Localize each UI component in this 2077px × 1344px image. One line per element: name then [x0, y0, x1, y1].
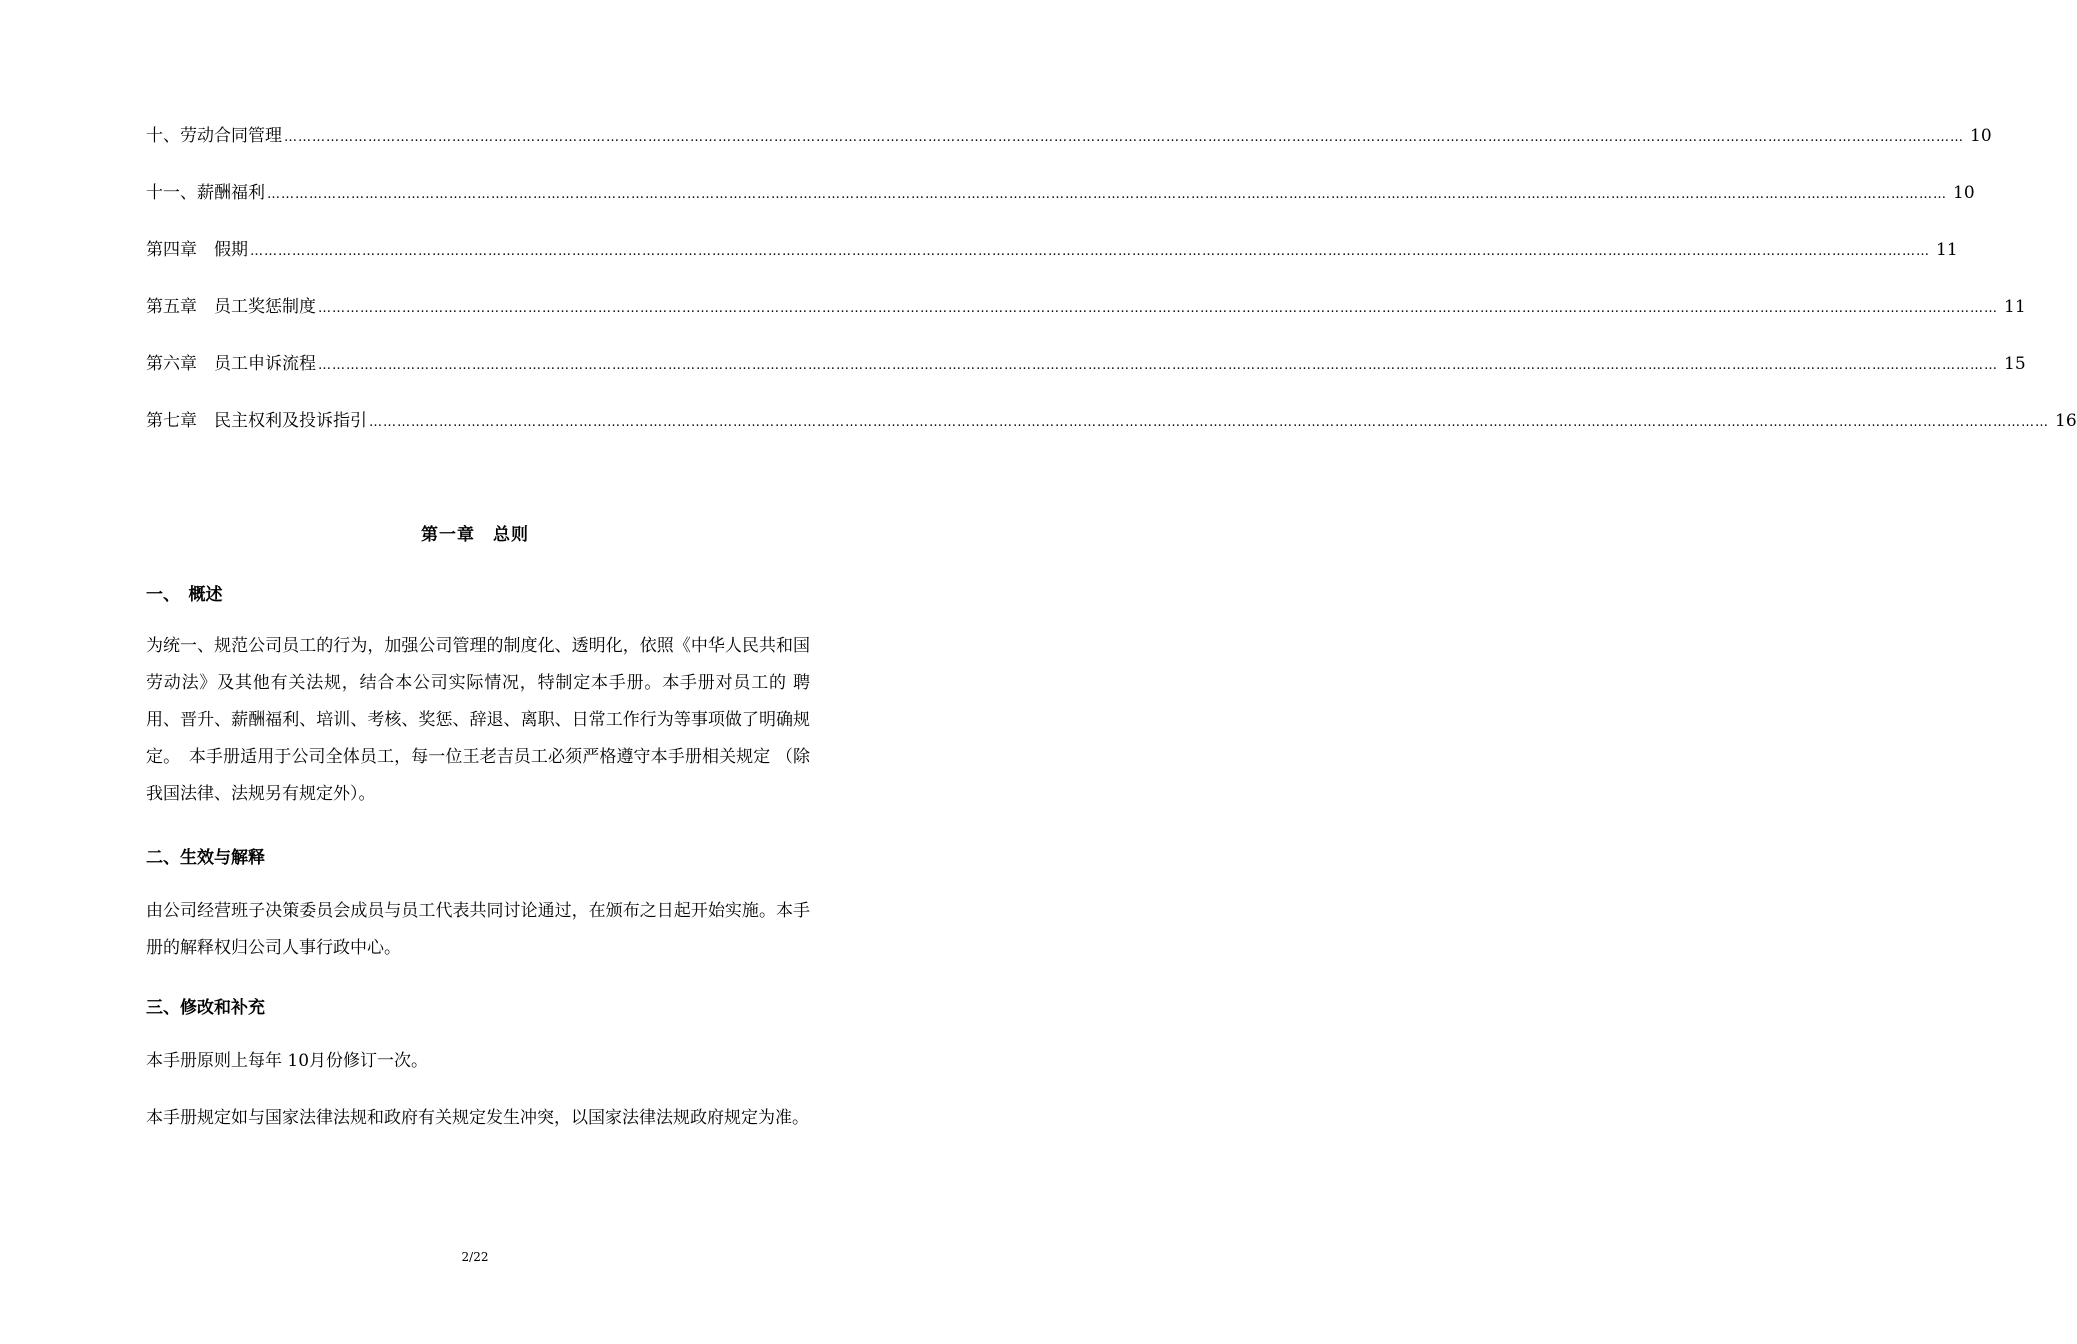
toc-entry[interactable] [146, 177, 1975, 234]
toc-entry-page: 10 [1953, 183, 1975, 203]
toc-leader-dots: ……………………………………………………………………………………………………………………………………………………………………………………………………………………………………………………………………………………………………………………………… [267, 187, 1947, 202]
toc-entry-page: 16 [2055, 411, 2077, 431]
toc-entry[interactable] [146, 405, 2077, 462]
toc-entry-label: 第五章 员工奖惩制度 [146, 297, 316, 317]
section-heading-effect: 二、生效与解释 [146, 848, 265, 868]
paragraph-effect: 由公司经营班子决策委员会成员与员工代表共同讨论通过，在颁布之日起开始实施。本手册的解释权归公司人事行政中心。 [146, 901, 810, 958]
toc-leader-dots: ……………………………………………………………………………………………………………………………………………………………………………………………………………………………………………………………………………………………………………………………… [369, 415, 2049, 430]
toc-entry-page: 11 [1936, 240, 1958, 260]
toc-entry-page: 15 [2004, 354, 2026, 374]
toc-entry-page: 10 [1970, 126, 1992, 146]
paragraph-overview: 为统一、规范公司员工的行为，加强公司管理的制度化、透明化，依照《中华人民共和国劳动法》及其他有关法规，结合本公司实际情况，特制定本手册。本手册对员工的 聘用、晋升、薪酬福利、培训、考核、奖惩、辞退、离职、日常工作行为等事项做了明确规定。 本手册适用于公司全体员工，每一位王老吉员工必须严格遵守本手册相关规定 （除我国法律、法规另有规定外）。 [146, 636, 810, 804]
paragraph-amendment-2: 本手册规定如与国家法律法规和政府有关规定发生冲突，以国家法律法规政府规定为准。 [146, 1108, 809, 1128]
section-heading-overview: 一、 概述 [146, 585, 223, 605]
toc-entry-label: 十一、薪酬福利 [146, 183, 265, 203]
toc-entry-label: 第四章 假期 [146, 240, 248, 260]
toc-leader-dots: ……………………………………………………………………………………………………………………………………………………………………………………………………………………………………………………………………………………………………………………………… [284, 130, 1964, 145]
toc-entry-label: 第六章 员工申诉流程 [146, 354, 316, 374]
toc-entry[interactable] [146, 234, 1958, 291]
toc-leader-dots: ……………………………………………………………………………………………………………………………………………………………………………………………………………………………………………………………………………………………………………………………… [318, 301, 1998, 316]
toc-entry[interactable] [146, 348, 2026, 405]
toc-entry-page: 11 [2004, 297, 2026, 317]
toc-entry-label: 第七章 民主权利及投诉指引 [146, 411, 367, 431]
toc-entry[interactable] [146, 120, 1992, 177]
toc-leader-dots: ……………………………………………………………………………………………………………………………………………………………………………………………………………………………………………………………………………………………………………………………… [318, 358, 1998, 373]
table-of-contents [146, 120, 2077, 462]
toc-entry[interactable] [146, 291, 2026, 348]
section-heading-amendment: 三、修改和补充 [146, 998, 265, 1018]
chapter-title: 第一章 总则 [421, 525, 529, 545]
paragraph-amendment-1: 本手册原则上每年 10月份修订一次。 [146, 1051, 429, 1071]
page-number: 2/22 [461, 1250, 489, 1264]
toc-entry-label: 十、劳动合同管理 [146, 126, 282, 146]
toc-leader-dots: ……………………………………………………………………………………………………………………………………………………………………………………………………………………………………………………………………………………………………………………………… [250, 244, 1930, 259]
